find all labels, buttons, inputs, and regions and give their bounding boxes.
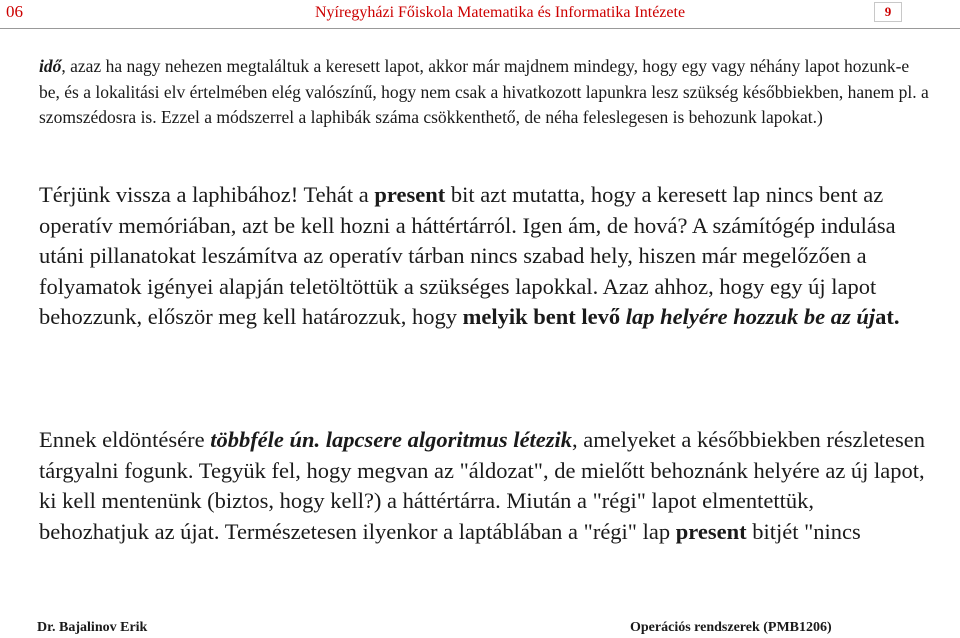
text-segment: bitjét "nincs <box>746 518 861 544</box>
paragraph-page-fault <box>39 180 929 333</box>
text-segment: Ennek eldöntésére <box>39 427 211 452</box>
bold-italic-phrase: többféle ún. lapcsere algoritmus létezik <box>210 427 573 452</box>
text-segment: Térjünk vissza a laphibához! Tehát a <box>39 182 375 207</box>
footer-author: Dr. Bajalinov Erik <box>37 620 148 635</box>
footer-course: Operációs rendszerek (PMB1206) <box>630 620 832 635</box>
text-segment: bit azt mutatta, hogy a keresett lap nincs bent az operatív memóriában, azt be kell hozni a háttértárról. Igen ám, de hová? A számítógép indulása utáni pillanatokat leszámítva az operatív tárban nincs szabad hely, hiszen már megelőzően a folyamatok igényei alapján teletöltöttük a szükséges lapokkal. Azaz ahhoz, hogy egy új lapot behozzunk, először meg kell határozzuk, hogy <box>39 182 896 329</box>
bold-term-present: present <box>374 182 446 207</box>
bold-italic-text: idő <box>39 56 62 76</box>
page-header <box>0 0 960 29</box>
slide-number: 06 <box>6 2 23 21</box>
text-segment: , azaz ha nagy nehezen megtaláltuk a keresett lapot, akkor már majdnem mindegy, hogy egy vagy néhány lapot hozunk-e be, és a lokalitási elv értelmében elég valószínű, hogy nem csak a hivatkozott lapunkra lesz szükség későbbiekben, hanem pl. a szomszédosra is. Ezzel a módszerrel a laphibák száma csökkenthető, de néha feleslegesen is behozunk lapokat.) <box>39 56 929 127</box>
paragraph-intro <box>39 54 929 131</box>
bold-phrase: melyik bent levő <box>462 304 621 329</box>
bold-term-present: present <box>675 518 747 544</box>
text-segment: , amelyeket a későbbiekben részletesen tárgyalni fogunk. Tegyük fel, hogy megvan az "áldozat", de mielőtt behoznánk helyére az új lapot, ki kell mentenünk (biztos, hogy kell?) a háttértárra. Miután a "régi" lapot elmentettük, behozhatjuk az újat. Természetesen ilyenkor a laptáblában a "régi" lap <box>39 427 926 544</box>
page-number: 9 <box>874 2 902 22</box>
bold-phrase-end: at. <box>875 304 900 329</box>
paragraph-replacement <box>39 425 929 547</box>
institution-title: Nyíregyházi Főiskola Matematika és Informatika Intézete <box>314 4 686 21</box>
bold-italic-phrase: lap helyére hozzuk be az új <box>620 304 876 329</box>
